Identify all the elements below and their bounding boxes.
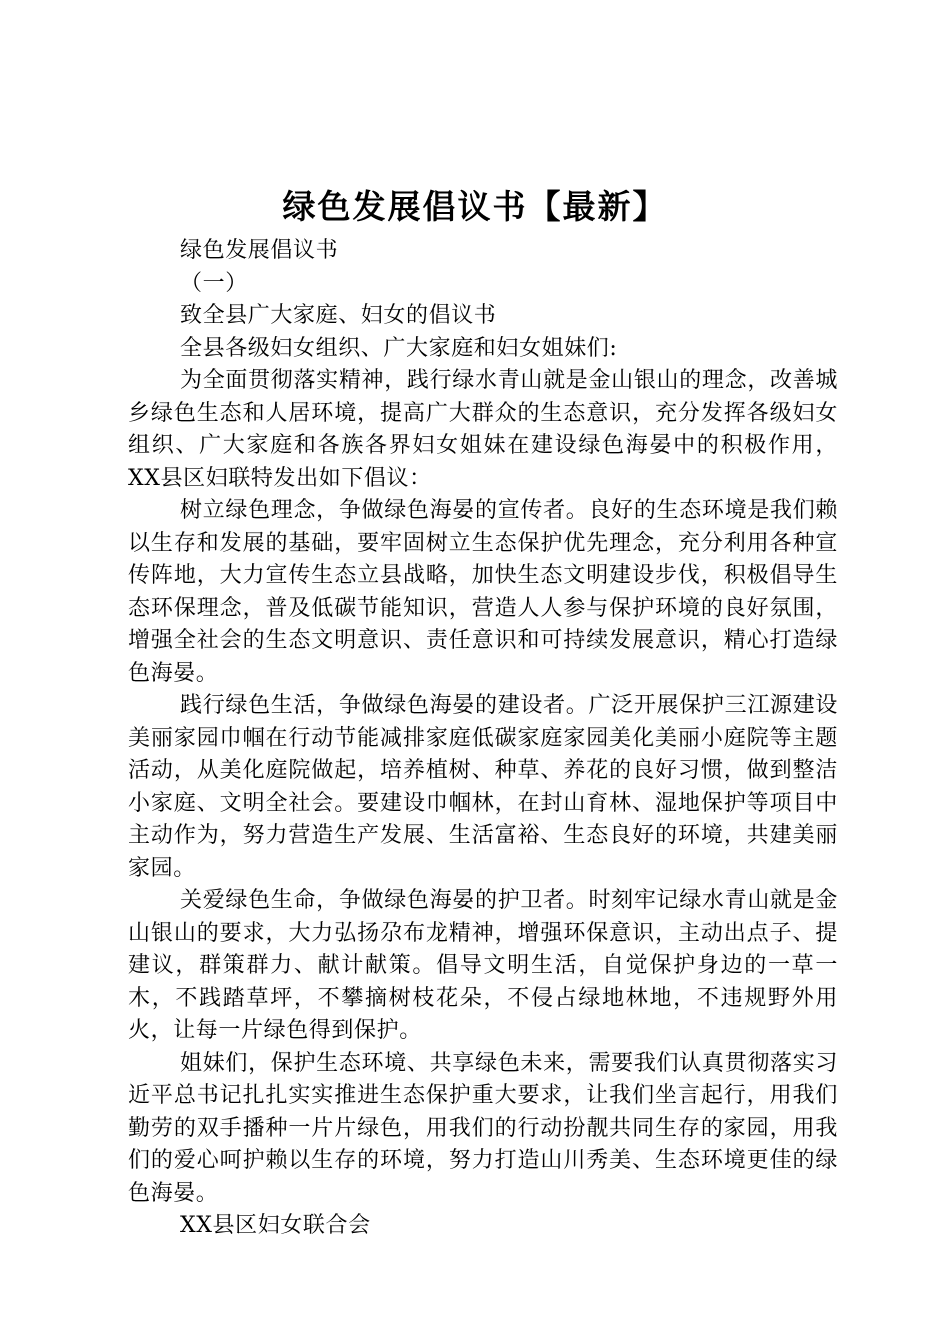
salutation: 全县各级妇女组织、广大家庭和妇女姐妹们: — [180, 335, 618, 361]
signature-organization: XX县区妇女联合会 — [180, 1213, 371, 1238]
subtitle: 绿色发展倡议书 — [180, 238, 339, 263]
document-title: 绿色发展倡议书【最新】 — [282, 187, 668, 226]
section-number: （一） — [180, 270, 248, 296]
paragraph-green-concept: 树立绿色理念，争做绿色海晏的宣传者。良好的生态环境是我们赖以生存和发展的基础，要牢固树立生态保护优先理念，充分利用各种宣传阵地，大力宣传生态立县战略，加快生态文明建设步伐，积极倡导生态环保理念，普及低碳节能知识，营造人人参与保护环境的良好氛围，增强全社会的生态文明意识、责任意识和可持续发展意识，精心打造绿色海晏。 — [128, 498, 838, 686]
paragraph-green-life: 践行绿色生活，争做绿色海晏的建设者。广泛开展保护三江源建设美丽家园巾帼在行动节能减排家庭低碳家庭家园美化美丽小庭院等主题活动，从美化庭院做起，培养植树、种草、养花的良好习惯，做到整洁小家庭、文明全社会。要建设巾帼林，在封山育林、湿地保护等项目中主动作为，努力营造生产发展、生活富裕、生态良好的环境，共建美丽家园。 — [128, 693, 838, 881]
paragraph-green-protection: 关爱绿色生命，争做绿色海晏的护卫者。时刻牢记绿水青山就是金山银山的要求，大力弘扬尕布龙精神，增强环保意识，主动出点子、提建议，群策群力、献计献策。倡导文明生活，自觉保护身边的一草一木，不践踏草坪，不攀摘树枝花朵，不侵占绿地林地，不违规野外用火，让每一片绿色得到保护。 — [128, 888, 838, 1043]
document-body — [128, 235, 838, 1243]
paragraph-intro: 为全面贯彻落实精神，践行绿水青山就是金山银山的理念，改善城乡绿色生态和人居环境，提高广大群众的生态意识，充分发挥各级妇女组织、广大家庭和各族各界妇女姐妹在建设绿色海晏中的积极作用，XX县区妇联特发出如下倡议： — [128, 368, 838, 491]
letter-heading: 致全县广大家庭、妇女的倡议书 — [180, 303, 497, 328]
paragraph-closing: 姐妹们，保护生态环境、共享绿色未来，需要我们认真贯彻落实习近平总书记扎扎实实推进生态保护重大要求，让我们坐言起行，用我们勤劳的双手播种一片片绿色，用我们的行动扮靓共同生存的家园，用我们的爱心呵护赖以生存的环境，努力打造山川秀美、生态环境更佳的绿色海晏。 — [128, 1050, 838, 1206]
